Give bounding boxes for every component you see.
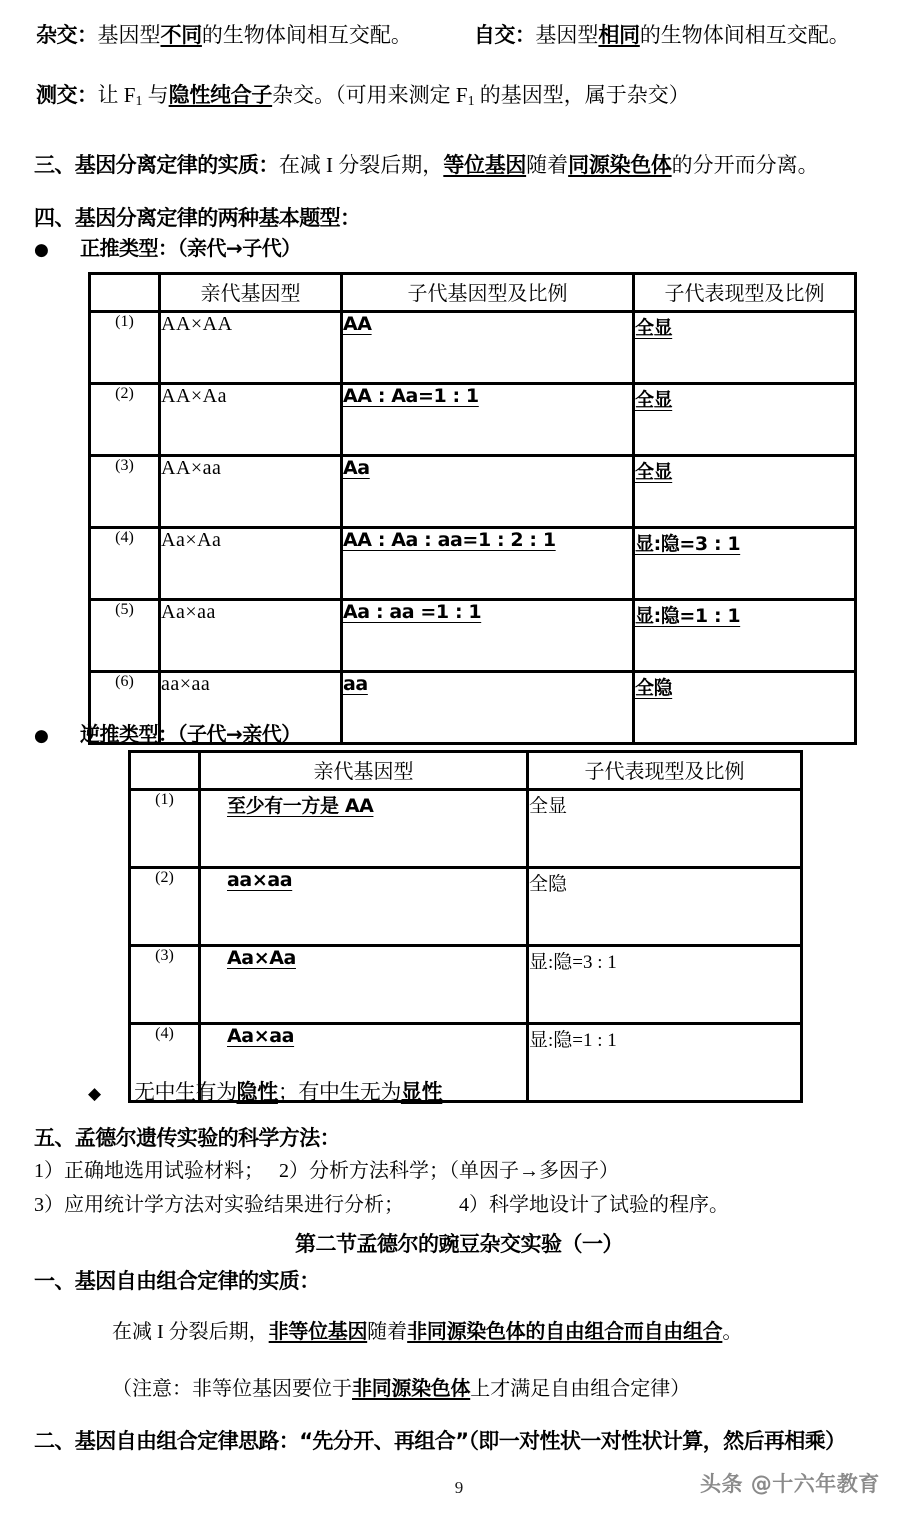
cell-offspring-genotype: AA (342, 312, 634, 384)
bullet-forward-label: 正推类型：（亲代→子代） (80, 236, 301, 260)
section-three-emphasis-2: 同源染色体 (568, 153, 672, 177)
section-two-title: 二、基因自由组合定律思路： (34, 1429, 300, 1453)
section-three-body-post: 的分开而分离。 (671, 153, 819, 177)
rule-text-pre: 无中生有为 (134, 1080, 237, 1104)
cell-offspring-phenotype: 全显 (634, 384, 856, 456)
note-text-pre: （注意：非等位基因要位于 (112, 1378, 352, 1400)
page-number: 9 (454, 1478, 464, 1497)
section-five-line-2: 3）应用统计学方法对实验结果进行分析； 4）科学地设计了试验的程序。 (34, 1194, 729, 1216)
cell-index: (2) (90, 384, 160, 456)
section-three-emphasis-1: 等位基因 (443, 153, 527, 177)
table-forward-deduction (88, 272, 857, 745)
hybridization-text-post: 的生物体间相互交配。 (201, 23, 412, 47)
cell-offspring-phenotype: 全隐 (634, 672, 856, 744)
cell-parent-genotype: Aa×Aa (200, 946, 528, 1024)
section-two-quoted: “先分开、再组合” (299, 1429, 469, 1453)
section-one-emphasis-1: 非等位基因 (268, 1319, 368, 1343)
table-reverse-deduction (128, 750, 803, 1103)
col-header-parent-genotype: 亲代基因型 (200, 752, 528, 790)
cell-offspring-genotype: Aa (342, 456, 634, 528)
definition-line-testcross: 测交：让 $F_1$ 与隐性纯合子杂交。（可用来测定 $F_1$ 的基因型，属于杂交） (36, 83, 690, 109)
bullet-disc-icon: ● (34, 240, 49, 260)
cell-index: (2) (130, 868, 200, 946)
bullet-forward-type (34, 236, 301, 262)
col-header-offspring-genotype: 子代基因型及比例 (342, 274, 634, 312)
cell-index: (3) (90, 456, 160, 528)
cell-index: (1) (90, 312, 160, 384)
cell-parent-genotype: AA×Aa (160, 384, 342, 456)
watermark-toutiao: 头条 @十六年教育 (700, 1472, 880, 1496)
testcross-text-mid: 与 (142, 83, 169, 107)
table-row (90, 384, 856, 456)
testcross-text-pre: 让 F (97, 83, 136, 107)
selfing-text-post: 的生物体间相互交配。 (639, 23, 850, 47)
chapter-title: 第二节孟德尔的豌豆杂交实验（一） (295, 1232, 623, 1256)
cell-index: (5) (90, 600, 160, 672)
section-one-body (112, 1318, 742, 1345)
section-two-tail: （即一对性状一对性状计算，然后再相乘） (468, 1429, 846, 1453)
term-selfing: 自交 (473, 23, 515, 47)
note-emphasis: 非同源染色体 (352, 1376, 471, 1400)
section-heading-one: 一、基因自由组合定律的实质： (34, 1269, 320, 1293)
cell-offspring-phenotype: 全显 (634, 312, 856, 384)
cell-offspring-phenotype: 显:隐=1 : 1 (634, 600, 856, 672)
rule-emphasis-recessive: 隐性 (236, 1080, 278, 1104)
table-header-row (90, 274, 856, 312)
cell-offspring-genotype: Aa : aa =1 : 1 (342, 600, 634, 672)
selfing-text-pre: 基因型 (535, 23, 599, 47)
cell-index: (4) (130, 1024, 200, 1102)
section-one-body-mid: 随着 (367, 1321, 408, 1343)
section-one-body-pre: 在减 I 分裂后期， (112, 1321, 269, 1343)
cell-offspring-phenotype: 显:隐=3 : 1 (528, 946, 802, 1024)
cell-parent-genotype: aa×aa (200, 868, 528, 946)
section-three-title: 三、基因分离定律的实质 (34, 153, 259, 177)
f1-subscript-a: 1 (135, 93, 143, 109)
definition-line-hybridization: 杂交：基因型不同的生物体间相互交配。 自交：基因型相同的生物体间相互交配。 (36, 23, 850, 47)
section-three-body-pre: 在减 I 分裂后期， (278, 153, 444, 177)
note-text-post: 上才满足自由组合定律） (470, 1378, 691, 1400)
rule-emphasis-dominant: 显性 (400, 1080, 443, 1104)
table-row (130, 790, 802, 868)
cell-parent-genotype: Aa×aa (160, 600, 342, 672)
bullet-disc-icon: ● (34, 726, 49, 746)
section-five-line-1: 1）正确地选用试验材料； 2）分析方法科学；（单因子→多因子） (34, 1160, 619, 1182)
cell-parent-genotype: Aa×aa (200, 1024, 528, 1102)
term-testcross: 测交 (36, 83, 77, 107)
cell-parent-genotype: AA×AA (160, 312, 342, 384)
testcross-text-post: 杂交。（可用来测定 F (272, 83, 468, 107)
bullet-reverse-type (34, 722, 301, 748)
term-hybridization: 杂交 (36, 23, 77, 47)
cell-offspring-phenotype: 显:隐=1 : 1 (528, 1024, 802, 1102)
col-header-index (90, 274, 160, 312)
bullet-reverse-label: 逆推类型：（子代→亲代） (80, 722, 301, 746)
cell-parent-genotype: aa×aa (160, 672, 342, 744)
col-header-offspring-phenotype: 子代表现型及比例 (634, 274, 856, 312)
section-heading-five: 五、孟德尔遗传实验的科学方法： (34, 1126, 340, 1150)
selfing-emphasis: 相同 (598, 23, 640, 47)
table-header-row (130, 752, 802, 790)
section-heading-four: 四、基因分离定律的两种基本题型： (34, 206, 361, 230)
section-one-body-post: 。 (722, 1321, 743, 1343)
col-header-offspring-phenotype: 子代表现型及比例 (528, 752, 802, 790)
section-one-note (112, 1375, 690, 1402)
col-header-index (130, 752, 200, 790)
testcross-emphasis: 隐性纯合子 (168, 83, 273, 107)
section-three-body-mid: 随着 (526, 153, 569, 177)
cell-offspring-phenotype: 显:隐=3 : 1 (634, 528, 856, 600)
hybridization-emphasis: 不同 (160, 23, 202, 47)
rule-text-mid: ；有中生无为 (277, 1080, 401, 1104)
cell-offspring-genotype: AA : Aa=1 : 1 (342, 384, 634, 456)
cell-index: (1) (130, 790, 200, 868)
cell-parent-genotype: Aa×Aa (160, 528, 342, 600)
section-heading-three: 三、基因分离定律的实质：在减 I 分裂后期，等位基因随着同源染色体的分开而分离。 (34, 153, 819, 177)
cell-parent-genotype: 至少有一方是 AA (200, 790, 528, 868)
col-header-parent-genotype: 亲代基因型 (160, 274, 342, 312)
section-one-emphasis-2: 非同源染色体的自由组合而自由组合 (407, 1319, 723, 1343)
cell-index: (4) (90, 528, 160, 600)
table-row (90, 312, 856, 384)
table-row (90, 456, 856, 528)
hybridization-text-pre: 基因型 (97, 23, 161, 47)
cell-index: (6) (90, 672, 160, 744)
testcross-text-post2: 的基因型，属于杂交） (474, 83, 690, 107)
cell-index: (3) (130, 946, 200, 1024)
cell-parent-genotype: AA×aa (160, 456, 342, 528)
cell-offspring-phenotype: 全隐 (528, 868, 802, 946)
table-row (130, 868, 802, 946)
bullet-diamond-icon: ◆ (88, 1084, 101, 1103)
f1-subscript-b: 1 (467, 93, 475, 109)
cell-offspring-genotype: AA : Aa : aa=1 : 2 : 1 (342, 528, 634, 600)
table-row (90, 600, 856, 672)
section-heading-two (34, 1428, 846, 1454)
table-row (90, 528, 856, 600)
cell-offspring-phenotype: 全显 (528, 790, 802, 868)
cell-offspring-phenotype: 全显 (634, 456, 856, 528)
cell-offspring-genotype: aa (342, 672, 634, 744)
bullet-rule-line (88, 1080, 442, 1106)
table-row (130, 946, 802, 1024)
